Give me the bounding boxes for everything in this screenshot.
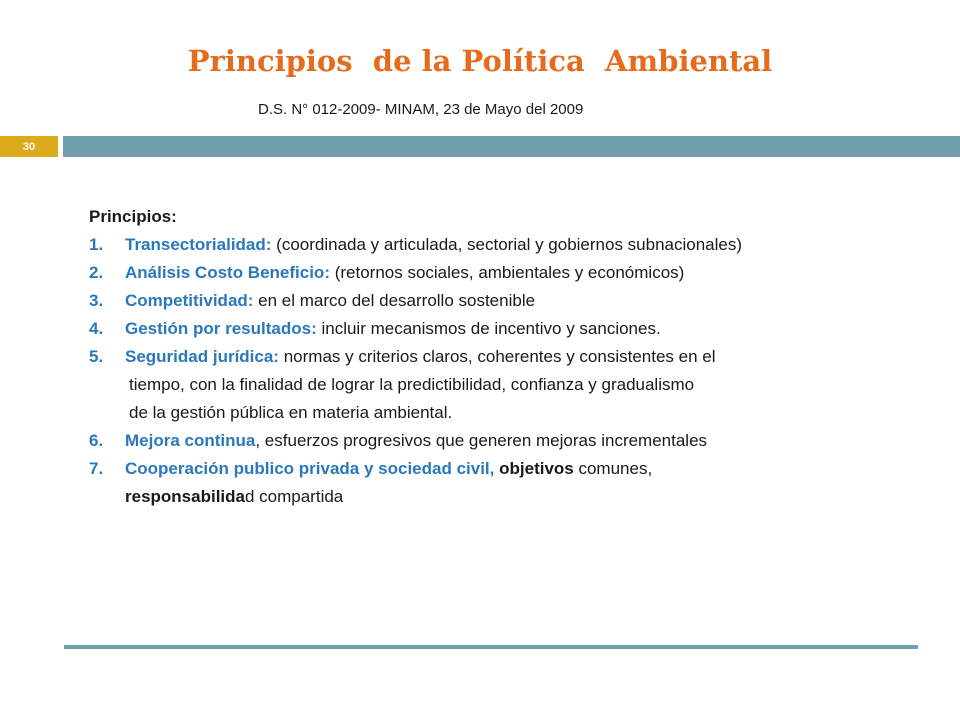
item-number: 6. [89,431,104,450]
item-text: (retornos sociales, ambientales y económicos) [329,263,685,282]
list-item [89,315,902,343]
item-keyword: Análisis Costo Beneficio: [125,263,330,282]
slide-number: 30 [22,140,36,153]
item-keyword: Seguridad jurídica: [125,347,279,366]
item-keyword: Mejora continua [125,431,256,450]
list-item [89,259,902,287]
item-text: en el marco del desarrollo sostenible [253,291,536,310]
footer-divider-bar [64,645,918,649]
item-keyword: Cooperación publico privada y sociedad civil, [125,459,495,478]
item-keyword: Gestión por resultados: [125,319,317,338]
item-body [125,315,902,343]
principles-heading: Principios: [89,207,177,226]
list-item [89,343,902,427]
item-body [125,343,902,427]
item-number: 7. [89,459,104,478]
item-text: , esfuerzos progresivos que generen mejoras incrementales [255,431,708,450]
item-number: 3. [89,291,104,310]
list-item [89,455,902,511]
item-text: normas y criterios claros, coherentes y consistentes en el [278,347,716,366]
item-keyword-secondary: responsabilida [125,487,245,506]
item-body [125,231,902,259]
item-number: 1. [89,235,104,254]
header-divider-bar [63,136,960,157]
item-body [125,455,902,511]
principles-list [89,203,902,511]
slide-number-badge [0,136,58,157]
item-body [125,287,902,315]
item-body [125,259,902,287]
item-keyword: Competitividad: [125,291,254,310]
item-text-line: de la gestión pública en materia ambiental. [129,403,453,422]
item-text: d compartida [244,487,344,506]
item-text: (coordinada y articulada, sectorial y gobiernos subnacionales) [271,235,743,254]
list-item [89,231,902,259]
item-number: 2. [89,263,104,282]
item-text: comunes, [573,459,653,478]
item-body [125,427,902,455]
item-text-line: tiempo, con la finalidad de lograr la predictibilidad, confianza y gradualismo [129,375,695,394]
item-keyword-secondary: objetivos [499,459,574,478]
list-item [89,287,902,315]
item-keyword: Transectorialidad: [125,235,272,254]
list-item [89,427,902,455]
item-number: 5. [89,347,104,366]
item-number: 4. [89,319,104,338]
slide-title: Principios de la Política Ambiental [187,44,773,78]
decree-subtitle: D.S. N° 012-2009- MINAM, 23 de Mayo del 2009 [258,101,584,118]
item-text: incluir mecanismos de incentivo y sanciones. [316,319,661,338]
